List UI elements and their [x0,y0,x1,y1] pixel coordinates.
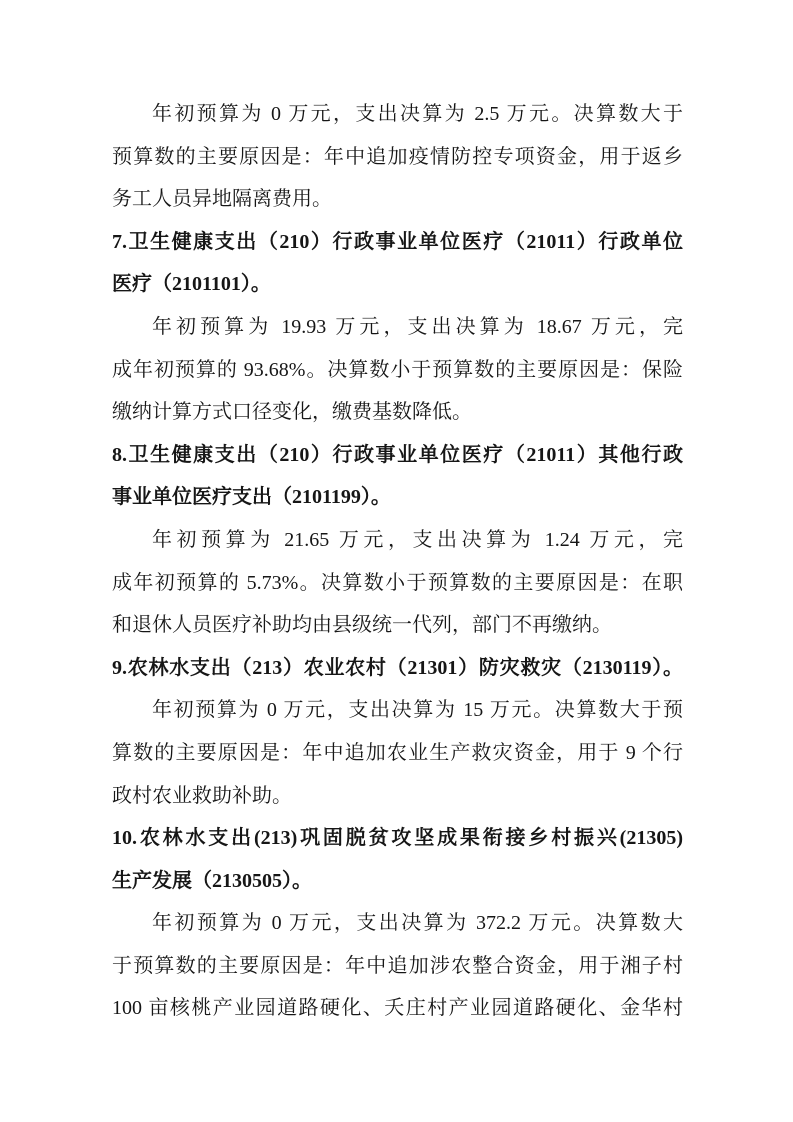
paragraph-line: 和退休人员医疗补助均由县级统一代列，部门不再缴纳。 [112,614,612,637]
heading-line: 8.卫生健康支出（210）行政事业单位医疗（21011）其他行政 [112,443,683,466]
paragraph-line: 年初预算为 0 万元，支出决算为 2.5 万元。决算数大于 [152,103,683,125]
paragraph-line: 成年初预算的 5.73%。决算数小于预算数的主要原因是：在职 [112,571,683,594]
page-content [112,93,683,1030]
heading-line: 事业单位医疗支出（2101199）。 [112,486,391,509]
paragraph-line: 务工人员异地隔离费用。 [112,188,332,211]
paragraph-line: 政村农业救助补助。 [112,784,292,807]
paragraph-line: 缴纳计算方式口径变化，缴费基数降低。 [112,401,472,424]
paragraph-line: 成年初预算的 93.68%。决算数小于预算数的主要原因是：保险 [112,358,683,381]
heading-line: 10.农林水支出(213)巩固脱贫攻坚成果衔接乡村振兴(21305) [112,827,683,850]
paragraph-line: 年初预算为 21.65 万元，支出决算为 1.24 万元，完 [152,528,683,551]
paragraph-line: 100 亩核桃产业园道路硬化、夭庄村产业园道路硬化、金华村 [112,997,683,1020]
heading-line: 7.卫生健康支出（210）行政事业单位医疗（21011）行政单位 [112,230,683,253]
paragraph-line: 年初预算为 0 万元，支出决算为 372.2 万元。决算数大 [152,912,683,935]
heading-line: 医疗（2101101）。 [112,273,271,296]
paragraph-line: 年初预算为 19.93 万元，支出决算为 18.67 万元，完 [152,315,683,338]
paragraph-line: 预算数的主要原因是：年中追加疫情防控专项资金，用于返乡 [112,145,683,168]
heading-line: 9.农林水支出（213）农业农村（21301）防灾救灾（2130119）。 [112,656,683,679]
heading-line: 生产发展（2130505）。 [112,869,312,892]
paragraph-line: 年初预算为 0 万元，支出决算为 15 万元。决算数大于预 [152,699,683,722]
paragraph-line: 于预算数的主要原因是：年中追加涉农整合资金，用于湘子村 [112,954,683,977]
paragraph-line: 算数的主要原因是：年中追加农业生产救灾资金，用于 9 个行 [112,741,683,764]
